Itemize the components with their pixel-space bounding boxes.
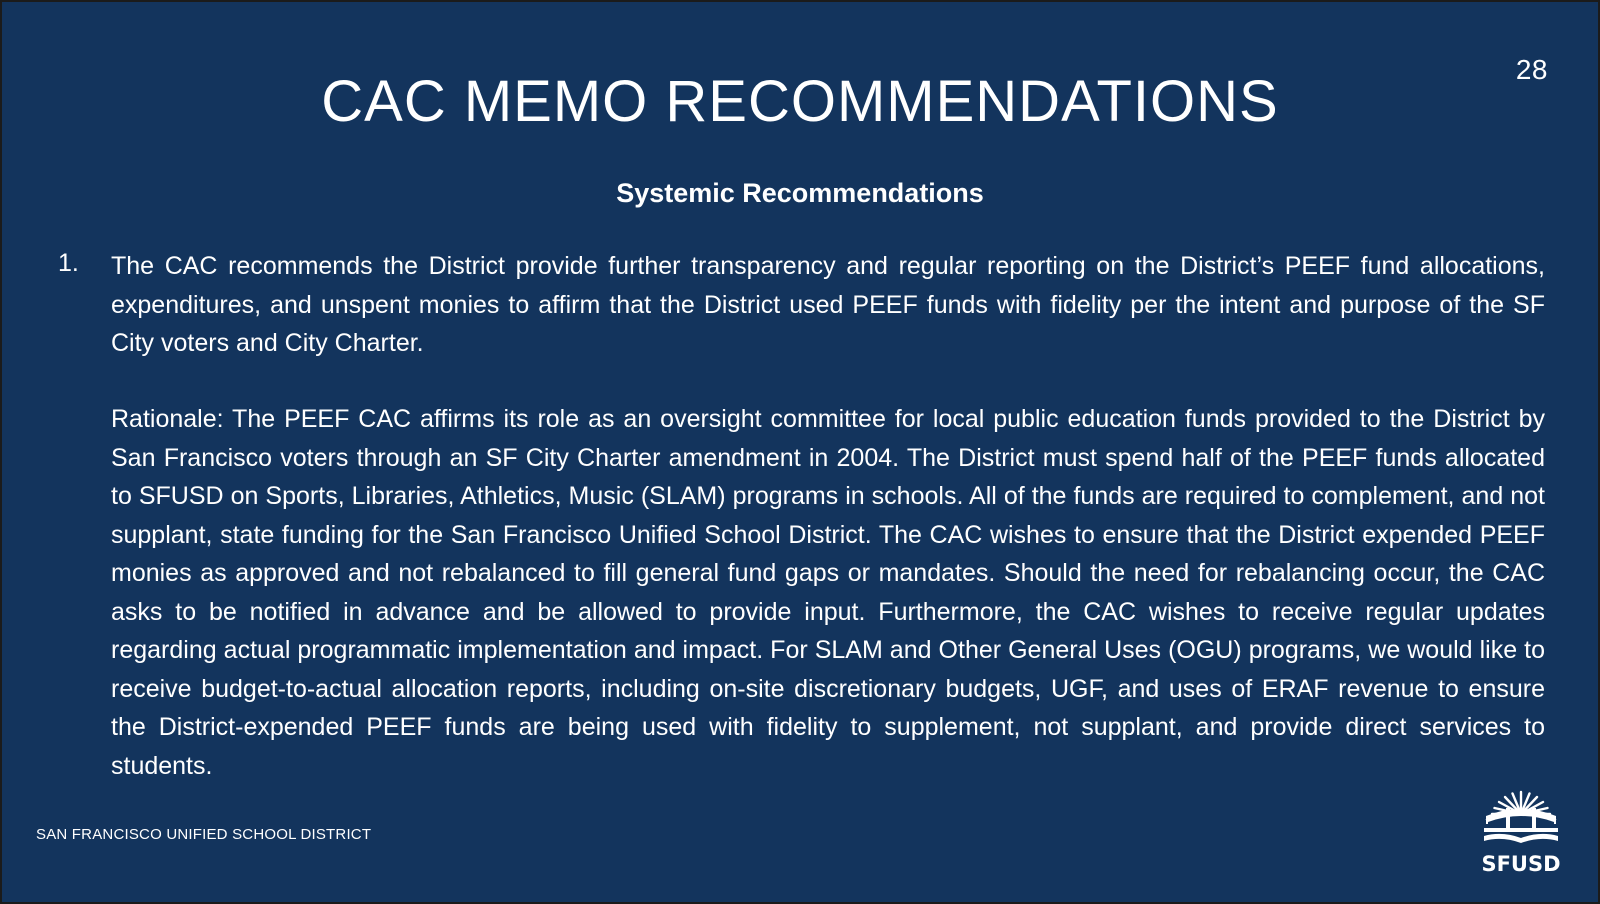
footer-district-name: SAN FRANCISCO UNIFIED SCHOOL DISTRICT <box>36 826 372 843</box>
list-number: 1. <box>58 249 79 277</box>
sun-bridge-book-icon <box>1476 786 1566 852</box>
slide <box>2 2 1598 902</box>
recommendation-paragraph: The CAC recommends the District provide further transparency and regular reporting on the District’s PEEF fund allocations, expenditures, and unspent monies to affirm that the District used PEEF funds with fidelity per the intent and purpose of the SF City voters and City Charter. <box>111 252 1545 357</box>
rationale-paragraph: Rationale: The PEEF CAC affirms its role as an oversight committee for local public education funds provided to the District by San Francisco voters through an SF City Charter amendment in 2004. The District must spend half of the PEEF funds allocated to SFUSD on Sports, Libraries, Athletics, Music (SLAM) programs in schools. All of the funds are required to complement, and not supplant, state funding for the San Francisco Unified School District. The CAC wishes to ensure that the District expended PEEF monies as approved and not rebalanced to fill general fund gaps or mandates. Should the need for rebalancing occur, the CAC asks to be notified in advance and be allowed to provide input. Furthermore, the CAC wishes to receive regular updates regarding actual programmatic implementation and impact. For SLAM and Other General Uses (OGU) programs, we would like to receive budget-to-actual allocation reports, including on-site discretionary budgets, UGF, and uses of ERAF revenue to ensure the District-expended PEEF funds are being used with fidelity to supplement, not supplant, and provide direct services to students. <box>111 405 1545 780</box>
slide-title: CAC MEMO RECOMMENDATIONS <box>321 69 1279 134</box>
section-subtitle: Systemic Recommendations <box>616 178 984 208</box>
sfusd-logo <box>1476 786 1566 882</box>
page-number: 28 <box>1515 54 1548 85</box>
logo-text: SFUSD <box>1481 852 1561 876</box>
